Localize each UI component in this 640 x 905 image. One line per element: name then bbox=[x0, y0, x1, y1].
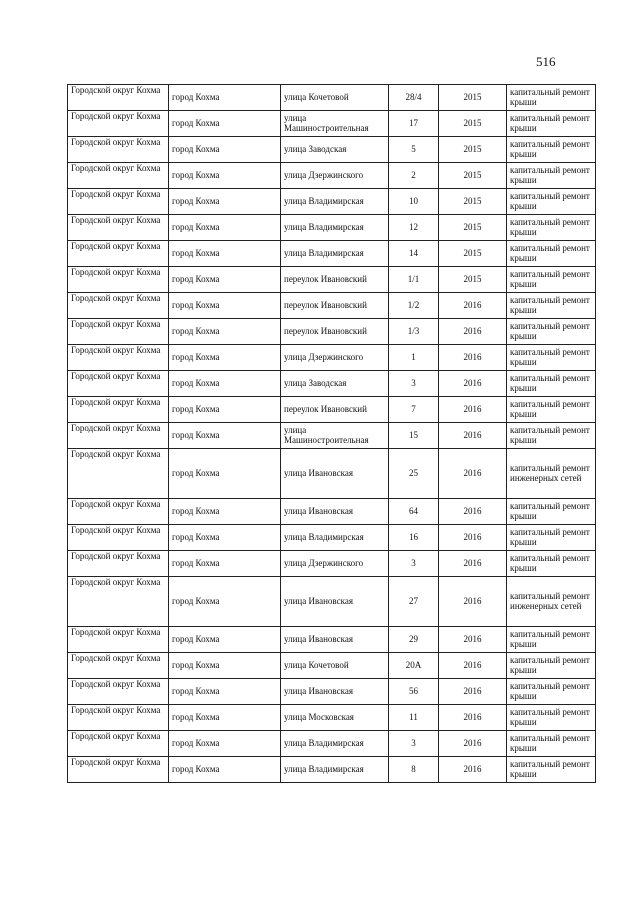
cell-year: 2015 bbox=[439, 241, 507, 267]
table-row bbox=[68, 267, 596, 293]
cell-work-type: капитальный ремонт крыши bbox=[507, 293, 596, 319]
cell-municipality: Городской округ Кохма bbox=[68, 293, 169, 319]
cell-year: 2015 bbox=[439, 85, 507, 111]
cell-city: город Кохма bbox=[169, 705, 281, 731]
table-row bbox=[68, 111, 596, 137]
cell-work-type: капитальный ремонт крыши bbox=[507, 189, 596, 215]
cell-municipality: Городской округ Кохма bbox=[68, 525, 169, 551]
cell-city: город Кохма bbox=[169, 85, 281, 111]
cell-work-type: капитальный ремонт крыши bbox=[507, 371, 596, 397]
cell-municipality: Городской округ Кохма bbox=[68, 577, 169, 627]
cell-house-number: 12 bbox=[389, 215, 439, 241]
cell-house-number: 3 bbox=[389, 371, 439, 397]
cell-street: улица Ивановская bbox=[281, 627, 389, 653]
cell-house-number: 7 bbox=[389, 397, 439, 423]
cell-house-number: 1/1 bbox=[389, 267, 439, 293]
table-row bbox=[68, 705, 596, 731]
cell-city: город Кохма bbox=[169, 319, 281, 345]
cell-house-number: 3 bbox=[389, 731, 439, 757]
table-row bbox=[68, 551, 596, 577]
cell-year: 2016 bbox=[439, 705, 507, 731]
cell-year: 2016 bbox=[439, 679, 507, 705]
cell-street: улица Владимирская bbox=[281, 525, 389, 551]
cell-work-type: капитальный ремонт крыши bbox=[507, 499, 596, 525]
cell-street: переулок Ивановский bbox=[281, 267, 389, 293]
cell-house-number: 5 bbox=[389, 137, 439, 163]
cell-house-number: 16 bbox=[389, 525, 439, 551]
cell-street: улица Владимирская bbox=[281, 189, 389, 215]
cell-municipality: Городской округ Кохма bbox=[68, 731, 169, 757]
cell-year: 2015 bbox=[439, 215, 507, 241]
table-row bbox=[68, 627, 596, 653]
cell-house-number: 25 bbox=[389, 449, 439, 499]
cell-work-type: капитальный ремонт крыши bbox=[507, 627, 596, 653]
cell-house-number: 3 bbox=[389, 551, 439, 577]
cell-work-type: капитальный ремонт крыши bbox=[507, 397, 596, 423]
table-row bbox=[68, 679, 596, 705]
cell-municipality: Городской округ Кохма bbox=[68, 757, 169, 783]
cell-house-number: 11 bbox=[389, 705, 439, 731]
cell-city: город Кохма bbox=[169, 111, 281, 137]
cell-year: 2016 bbox=[439, 397, 507, 423]
table-row bbox=[68, 653, 596, 679]
cell-municipality: Городской округ Кохма bbox=[68, 345, 169, 371]
cell-house-number: 1/2 bbox=[389, 293, 439, 319]
cell-year: 2016 bbox=[439, 731, 507, 757]
table-row bbox=[68, 577, 596, 627]
cell-street: улица Владимирская bbox=[281, 731, 389, 757]
cell-municipality: Городской округ Кохма bbox=[68, 423, 169, 449]
cell-city: город Кохма bbox=[169, 423, 281, 449]
table-row bbox=[68, 85, 596, 111]
table-row bbox=[68, 215, 596, 241]
cell-municipality: Городской округ Кохма bbox=[68, 137, 169, 163]
table-row bbox=[68, 137, 596, 163]
cell-street: улица Кочетовой bbox=[281, 85, 389, 111]
cell-year: 2016 bbox=[439, 577, 507, 627]
cell-house-number: 56 bbox=[389, 679, 439, 705]
cell-work-type: капитальный ремонт крыши bbox=[507, 551, 596, 577]
cell-work-type: капитальный ремонт крыши bbox=[507, 679, 596, 705]
cell-street: улица Владимирская bbox=[281, 241, 389, 267]
table-row bbox=[68, 163, 596, 189]
repair-schedule-table bbox=[67, 84, 596, 783]
cell-municipality: Городской округ Кохма bbox=[68, 397, 169, 423]
table-row bbox=[68, 293, 596, 319]
cell-city: город Кохма bbox=[169, 345, 281, 371]
cell-work-type: капитальный ремонт крыши bbox=[507, 85, 596, 111]
table-row bbox=[68, 319, 596, 345]
cell-house-number: 8 bbox=[389, 757, 439, 783]
cell-year: 2016 bbox=[439, 293, 507, 319]
cell-house-number: 2 bbox=[389, 163, 439, 189]
cell-city: город Кохма bbox=[169, 137, 281, 163]
cell-year: 2016 bbox=[439, 319, 507, 345]
cell-year: 2016 bbox=[439, 345, 507, 371]
cell-municipality: Городской округ Кохма bbox=[68, 627, 169, 653]
cell-year: 2016 bbox=[439, 653, 507, 679]
cell-year: 2015 bbox=[439, 189, 507, 215]
cell-city: город Кохма bbox=[169, 731, 281, 757]
cell-street: переулок Ивановский bbox=[281, 397, 389, 423]
cell-street: переулок Ивановский bbox=[281, 319, 389, 345]
cell-city: город Кохма bbox=[169, 293, 281, 319]
cell-year: 2016 bbox=[439, 525, 507, 551]
cell-year: 2016 bbox=[439, 371, 507, 397]
cell-street: улица Заводская bbox=[281, 137, 389, 163]
cell-street: улица Ивановская bbox=[281, 499, 389, 525]
cell-work-type: капитальный ремонт крыши bbox=[507, 319, 596, 345]
cell-street: улица Машиностроительная bbox=[281, 111, 389, 137]
cell-work-type: капитальный ремонт крыши bbox=[507, 731, 596, 757]
cell-year: 2016 bbox=[439, 423, 507, 449]
cell-house-number: 10 bbox=[389, 189, 439, 215]
cell-street: улица Дзержинского bbox=[281, 345, 389, 371]
cell-year: 2016 bbox=[439, 627, 507, 653]
cell-house-number: 64 bbox=[389, 499, 439, 525]
cell-city: город Кохма bbox=[169, 397, 281, 423]
cell-house-number: 15 bbox=[389, 423, 439, 449]
cell-street: улица Московская bbox=[281, 705, 389, 731]
cell-city: город Кохма bbox=[169, 163, 281, 189]
cell-work-type: капитальный ремонт крыши bbox=[507, 111, 596, 137]
cell-street: улица Машиностроительная bbox=[281, 423, 389, 449]
cell-house-number: 17 bbox=[389, 111, 439, 137]
cell-municipality: Городской округ Кохма bbox=[68, 189, 169, 215]
cell-work-type: капитальный ремонт крыши bbox=[507, 525, 596, 551]
cell-street: улица Ивановская bbox=[281, 449, 389, 499]
cell-year: 2016 bbox=[439, 499, 507, 525]
table-row bbox=[68, 397, 596, 423]
cell-municipality: Городской округ Кохма bbox=[68, 215, 169, 241]
cell-street: улица Владимирская bbox=[281, 215, 389, 241]
cell-street: улица Дзержинского bbox=[281, 551, 389, 577]
cell-year: 2015 bbox=[439, 267, 507, 293]
table-row bbox=[68, 189, 596, 215]
cell-city: город Кохма bbox=[169, 241, 281, 267]
table-row bbox=[68, 757, 596, 783]
cell-house-number: 20А bbox=[389, 653, 439, 679]
cell-municipality: Городской округ Кохма bbox=[68, 705, 169, 731]
cell-work-type: капитальный ремонт крыши bbox=[507, 423, 596, 449]
cell-city: город Кохма bbox=[169, 499, 281, 525]
cell-city: город Кохма bbox=[169, 449, 281, 499]
cell-city: город Кохма bbox=[169, 525, 281, 551]
cell-municipality: Городской округ Кохма bbox=[68, 371, 169, 397]
cell-house-number: 28/4 bbox=[389, 85, 439, 111]
cell-municipality: Городской округ Кохма bbox=[68, 111, 169, 137]
cell-municipality: Городской округ Кохма bbox=[68, 85, 169, 111]
cell-house-number: 1/3 bbox=[389, 319, 439, 345]
cell-year: 2016 bbox=[439, 449, 507, 499]
table-row bbox=[68, 345, 596, 371]
cell-city: город Кохма bbox=[169, 267, 281, 293]
table-row bbox=[68, 731, 596, 757]
cell-city: город Кохма bbox=[169, 653, 281, 679]
cell-house-number: 1 bbox=[389, 345, 439, 371]
cell-municipality: Городской округ Кохма bbox=[68, 551, 169, 577]
cell-city: город Кохма bbox=[169, 215, 281, 241]
cell-street: улица Дзержинского bbox=[281, 163, 389, 189]
cell-work-type: капитальный ремонт крыши bbox=[507, 345, 596, 371]
cell-year: 2016 bbox=[439, 757, 507, 783]
cell-work-type: капитальный ремонт инженерных сетей bbox=[507, 449, 596, 499]
cell-street: улица Ивановская bbox=[281, 577, 389, 627]
table-row bbox=[68, 499, 596, 525]
cell-year: 2015 bbox=[439, 163, 507, 189]
cell-work-type: капитальный ремонт крыши bbox=[507, 241, 596, 267]
cell-house-number: 29 bbox=[389, 627, 439, 653]
cell-work-type: капитальный ремонт крыши bbox=[507, 137, 596, 163]
cell-work-type: капитальный ремонт крыши bbox=[507, 163, 596, 189]
cell-city: город Кохма bbox=[169, 189, 281, 215]
cell-street: переулок Ивановский bbox=[281, 293, 389, 319]
cell-city: город Кохма bbox=[169, 371, 281, 397]
cell-year: 2016 bbox=[439, 551, 507, 577]
cell-city: город Кохма bbox=[169, 577, 281, 627]
cell-year: 2015 bbox=[439, 111, 507, 137]
cell-municipality: Городской округ Кохма bbox=[68, 241, 169, 267]
page-number: 516 bbox=[536, 54, 556, 69]
cell-work-type: капитальный ремонт крыши bbox=[507, 215, 596, 241]
cell-municipality: Городской округ Кохма bbox=[68, 679, 169, 705]
cell-municipality: Городской округ Кохма bbox=[68, 653, 169, 679]
cell-work-type: капитальный ремонт крыши bbox=[507, 757, 596, 783]
cell-house-number: 14 bbox=[389, 241, 439, 267]
cell-work-type: капитальный ремонт инженерных сетей bbox=[507, 577, 596, 627]
table-row bbox=[68, 449, 596, 499]
cell-municipality: Городской округ Кохма bbox=[68, 499, 169, 525]
table-row bbox=[68, 241, 596, 267]
cell-street: улица Кочетовой bbox=[281, 653, 389, 679]
table-row bbox=[68, 371, 596, 397]
cell-city: город Кохма bbox=[169, 551, 281, 577]
cell-municipality: Городской округ Кохма bbox=[68, 163, 169, 189]
cell-city: город Кохма bbox=[169, 757, 281, 783]
cell-street: улица Ивановская bbox=[281, 679, 389, 705]
cell-municipality: Городской округ Кохма bbox=[68, 319, 169, 345]
cell-municipality: Городской округ Кохма bbox=[68, 449, 169, 499]
cell-year: 2015 bbox=[439, 137, 507, 163]
cell-work-type: капитальный ремонт крыши bbox=[507, 653, 596, 679]
cell-city: город Кохма bbox=[169, 627, 281, 653]
cell-work-type: капитальный ремонт крыши bbox=[507, 705, 596, 731]
table-row bbox=[68, 525, 596, 551]
cell-street: улица Заводская bbox=[281, 371, 389, 397]
cell-municipality: Городской округ Кохма bbox=[68, 267, 169, 293]
cell-house-number: 27 bbox=[389, 577, 439, 627]
cell-street: улица Владимирская bbox=[281, 757, 389, 783]
table-row bbox=[68, 423, 596, 449]
cell-work-type: капитальный ремонт крыши bbox=[507, 267, 596, 293]
cell-city: город Кохма bbox=[169, 679, 281, 705]
